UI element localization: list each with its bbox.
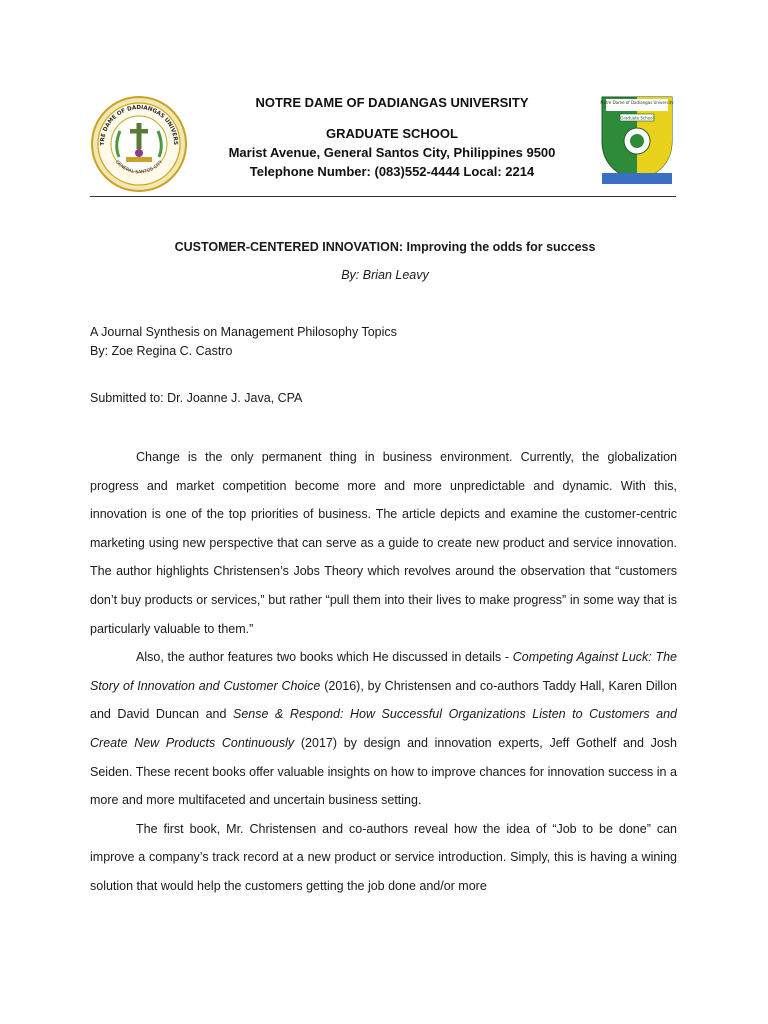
paragraph-2-part-b: (2016), by Christensen and co-authors Taddy Hall, Karen Dillon and David Duncan and <box>90 678 677 722</box>
book-title-1: Competing Against Luck: The Story of Innovation and Customer Choice <box>90 650 677 693</box>
paragraph-2-part-a: Also, the author features two books which He discussed in details - <box>136 650 513 665</box>
paragraph-1: Change is the only permanent thing in business environment. Currently, the globalization progress and market competition become more and more unpredictable and dynamic. With this, innovation is one of the top priorities of business. The article depicts and examine the customer-centric marketing using new perspective that can serve as a guide to create new product and service innovation. The author highlights Christensen’s Jobs Theory which revolves around the observation that “customers don’t buy products or services,” but rather “pull them into their lives to make progress” in some way that is particularly valuable to them.” <box>90 450 677 636</box>
svg-text:NOTRE DAME OF DADIANGAS UNIVER: TRE DAME OF DADIANGAS UNIVERS <box>99 104 179 146</box>
graduate-school-crest-logo <box>596 93 678 186</box>
telephone: Telephone Number: (083)552-4444 Local: 2214 <box>249 164 535 179</box>
paragraph-2 <box>90 643 677 815</box>
header-divider <box>90 196 676 197</box>
synthesis-author: By: Zoe Regina C. Castro <box>90 344 233 358</box>
article-title: CUSTOMER-CENTERED INNOVATION: Improving the odds for success <box>174 240 596 254</box>
article-byline: By: Brian Leavy <box>341 268 429 282</box>
university-seal-logo <box>90 95 188 193</box>
svg-text:Graduate School: Graduate School <box>620 115 654 121</box>
university-name: NOTRE DAME OF DADIANGAS UNIVERSITY <box>255 95 529 110</box>
paragraph-2-part-c: (2017) by design and innovation experts, Jeff Gothelf and Josh Seiden. These recent books offer valuable insights on how to improve chances for innovation success in a more and more multifaceted and uncertain business setting. <box>90 735 677 808</box>
synthesis-label: A Journal Synthesis on Management Philosophy Topics <box>90 325 397 339</box>
address: Marist Avenue, General Santos City, Philippines 9500 <box>228 145 556 160</box>
school-name: GRADUATE SCHOOL <box>326 126 458 141</box>
book-title-2: Sense & Respond: How Successful Organizations Listen to Customers and Create New Products Continuously <box>90 707 678 750</box>
svg-text:GENERAL SANTOS CITY: GENERAL SANTOS CITY <box>113 160 165 176</box>
submitted-to: Submitted to: Dr. Joanne J. Java, CPA <box>90 391 303 405</box>
svg-text:Notre Dame of Dadiangas Univer: Notre Dame of Dadiangas University <box>600 100 674 105</box>
paragraph-3: The first book, Mr. Christensen and co-authors reveal how the idea of “Job to be done” can improve a company’s track record at a new product or service introduction. Simply, this is having a wining solution that would help the customers getting the job done and/or more <box>90 821 677 893</box>
body-text <box>90 443 677 901</box>
